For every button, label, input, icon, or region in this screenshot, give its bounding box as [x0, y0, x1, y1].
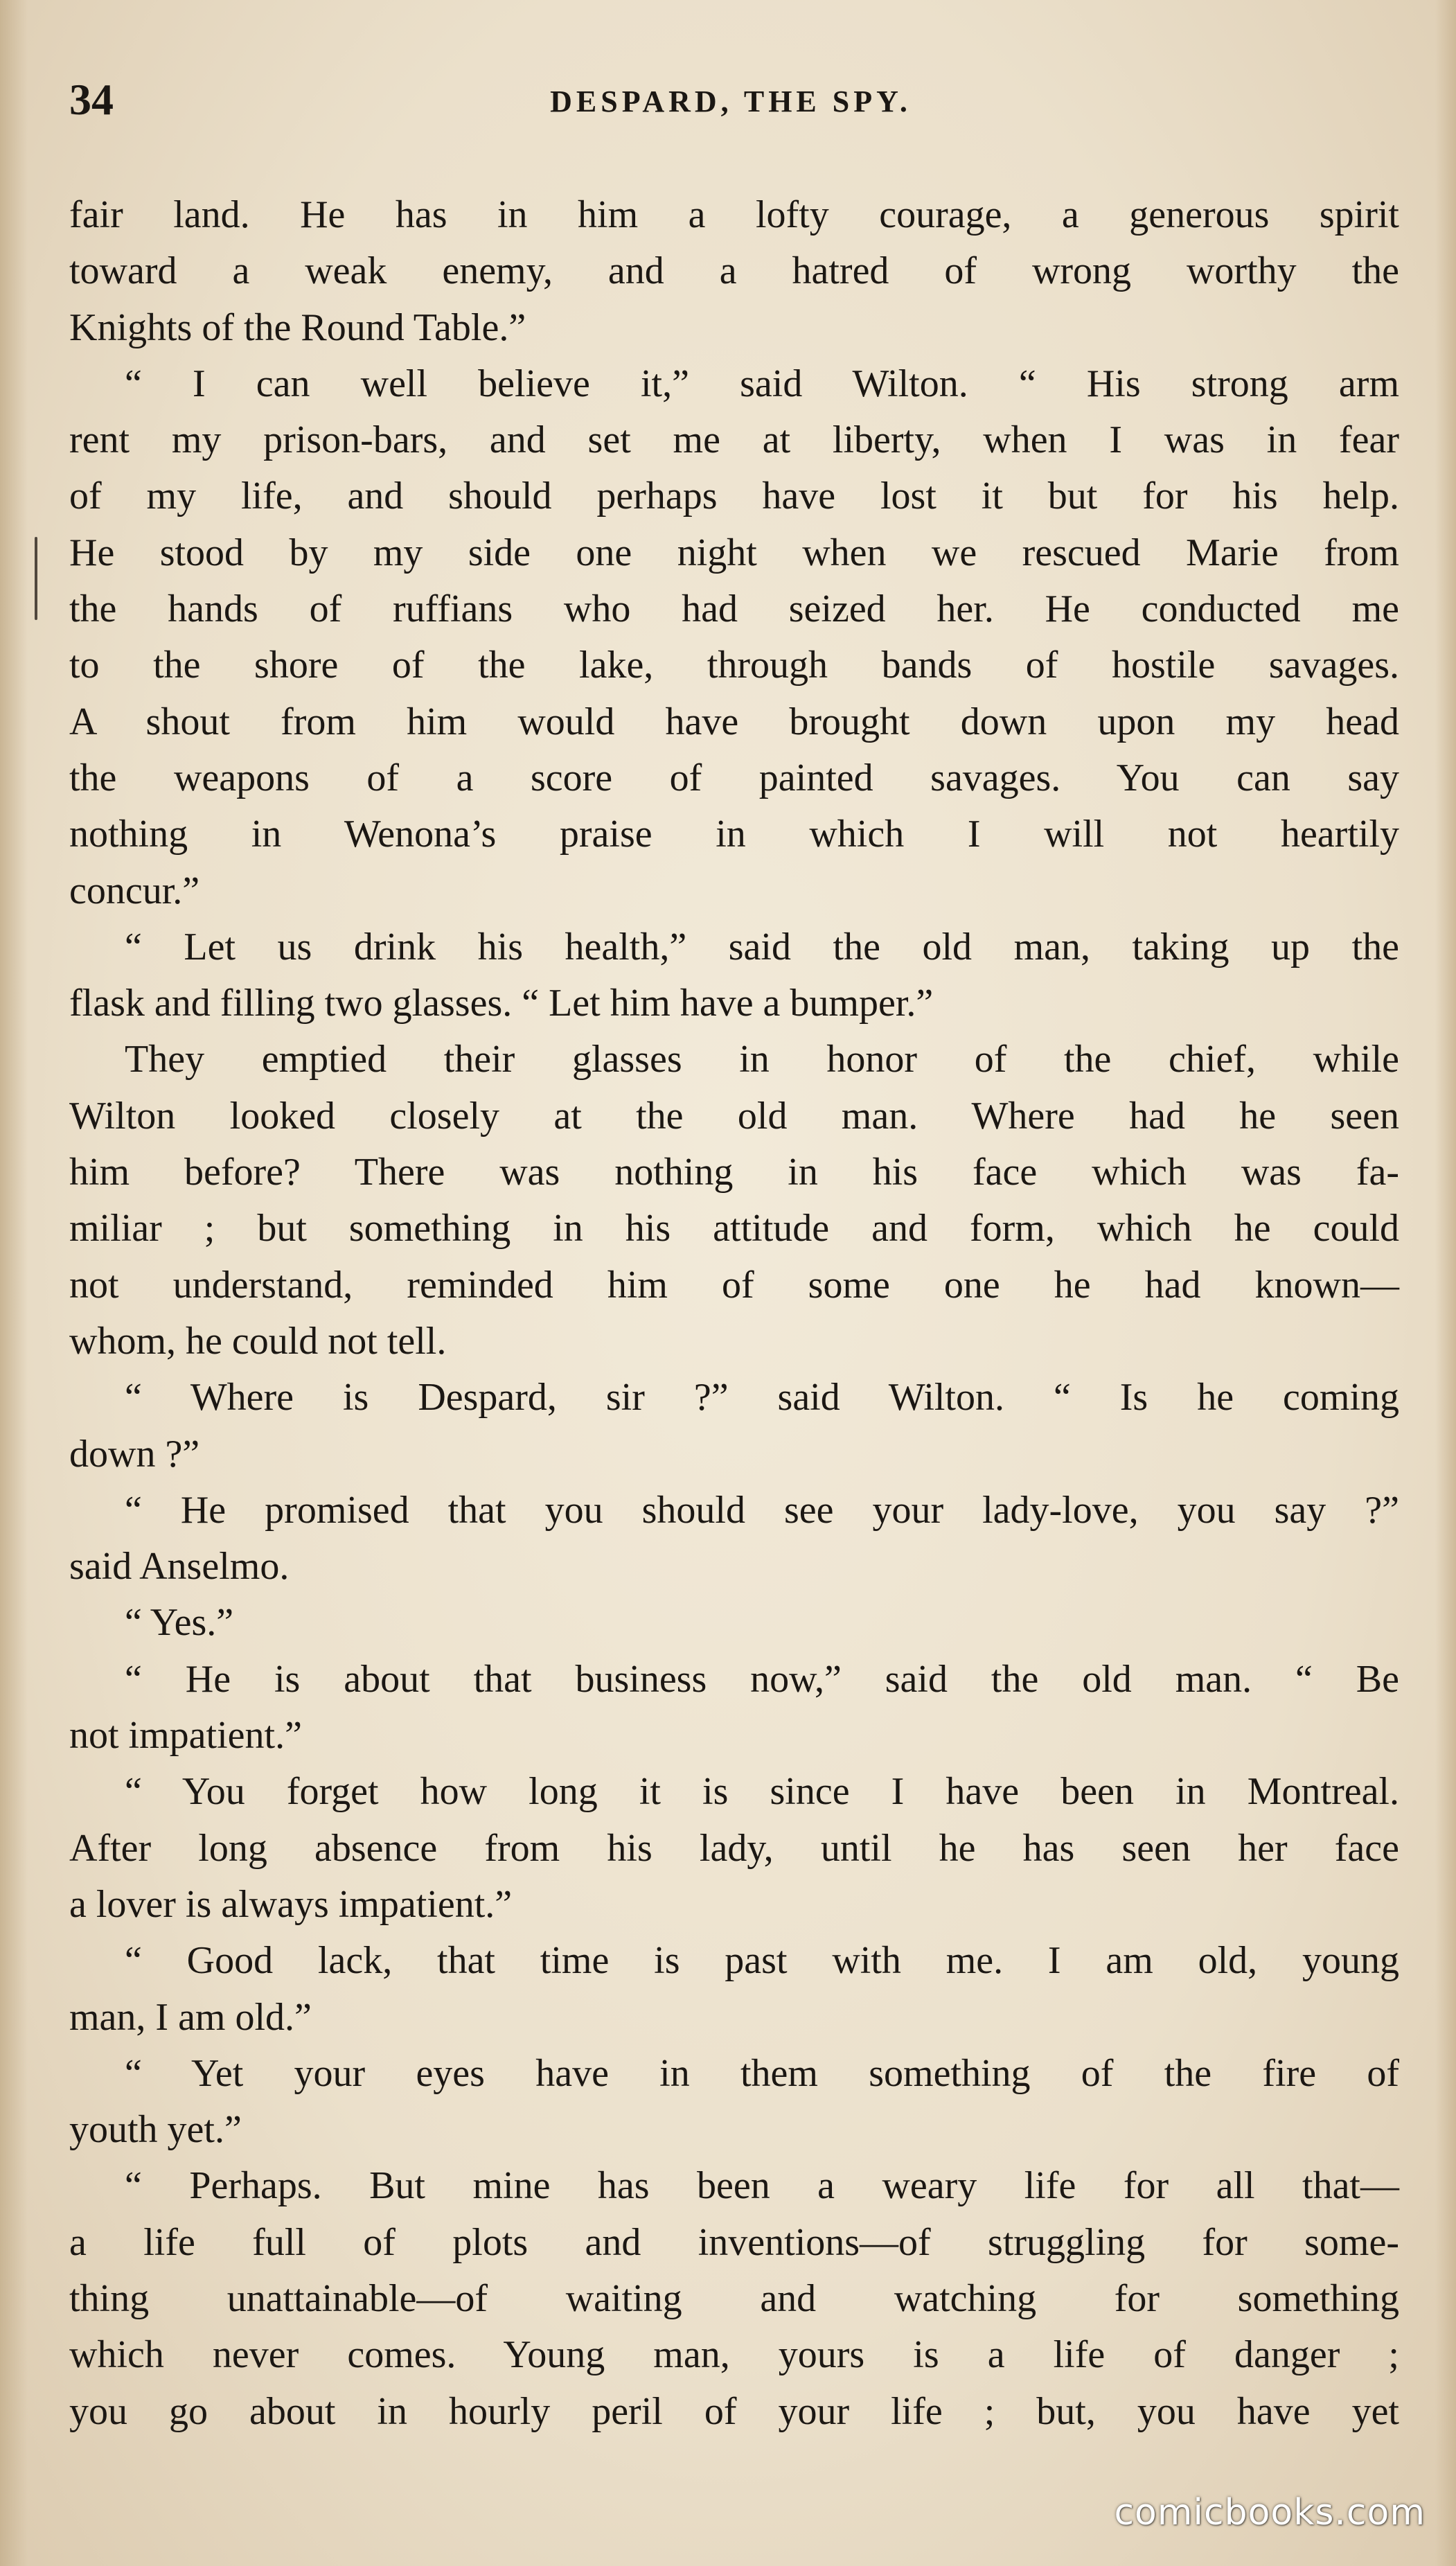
- page-edge-shadow-right: [1435, 0, 1456, 2566]
- text-line: concur.”: [69, 869, 200, 912]
- watermark-text: comicbooks.com: [1114, 2492, 1426, 2533]
- text-line: whom, he could not tell.: [69, 1319, 447, 1363]
- text-line: Knights of the Round Table.”: [69, 306, 526, 349]
- text-line: said Anselmo.: [69, 1545, 290, 1589]
- text-line: you go about in hourly peril of your life ; but, you have yet: [69, 2389, 1399, 2433]
- text-line: the weapons of a score of painted savages. You can say: [69, 756, 1399, 799]
- text-line: toward a weak enemy, and a hatred of wrong worthy the: [69, 249, 1399, 293]
- text-line: which never comes. Young man, yours is a life of danger ;: [69, 2333, 1399, 2377]
- page-edge-shadow-left: [0, 0, 28, 2566]
- text-line: fair land. He has in him a lofty courage, a generous spirit: [69, 193, 1399, 236]
- text-line: nothing in Wenona’s praise in which I will not heartily: [69, 813, 1399, 856]
- text-line: After long absence from his lady, until he has seen her face: [69, 1826, 1399, 1870]
- margin-pencil-mark: [35, 537, 37, 620]
- text-line: youth yet.”: [69, 2108, 242, 2152]
- text-line: “ Yet your eyes have in them something of the fire of: [125, 2051, 1399, 2095]
- text-line: down ?”: [69, 1432, 200, 1476]
- text-line: “ Perhaps. But mine has been a weary life for all that—: [125, 2164, 1399, 2208]
- text-line: They emptied their glasses in honor of the chief, while: [125, 1038, 1399, 1081]
- text-line: “ Where is Despard, sir ?” said Wilton. “ Is he coming: [125, 1376, 1399, 1419]
- text-line: “ Yes.”: [125, 1601, 234, 1645]
- text-line: of my life, and should perhaps have lost it but for his help.: [69, 475, 1399, 518]
- text-line: not understand, reminded him of some one he had known—: [69, 1263, 1399, 1307]
- text-line: thing unattainable—of waiting and watching for something: [69, 2276, 1399, 2320]
- text-line: He stood by my side one night when we rescued Marie from: [69, 531, 1399, 574]
- text-line: A shout from him would have brought down upon my head: [69, 700, 1399, 743]
- text-line: him before? There was nothing in his face which was fa-: [69, 1151, 1399, 1194]
- text-line: a lover is always impatient.”: [69, 1882, 513, 1926]
- text-line: to the shore of the lake, through bands of hostile savages.: [69, 644, 1399, 687]
- page-number: 34: [69, 75, 114, 124]
- running-head: DESPARD, THE SPY.: [550, 85, 912, 118]
- text-line: a life full of plots and inventions—of struggling for some-: [69, 2220, 1399, 2264]
- text-line: not impatient.”: [69, 1714, 302, 1758]
- text-line: miliar ; but something in his attitude and form, which he could: [69, 1207, 1399, 1250]
- body-text: [69, 187, 1399, 2440]
- text-line: rent my prison-bars, and set me at liberty, when I was in fear: [69, 418, 1399, 462]
- text-line: the hands of ruffians who had seized her. He conducted me: [69, 587, 1399, 631]
- text-line: “ You forget how long it is since I have been in Montreal.: [125, 1770, 1399, 1814]
- text-line: “ Let us drink his health,” said the old man, taking up the: [125, 925, 1399, 968]
- text-line: flask and filling two glasses. “ Let him have a bumper.”: [69, 982, 934, 1025]
- text-line: “ He is about that business now,” said the old man. “ Be: [125, 1657, 1399, 1701]
- text-line: “ I can well believe it,” said Wilton. “ His strong arm: [125, 362, 1399, 405]
- page-header: [69, 72, 1392, 127]
- text-line: man, I am old.”: [69, 1995, 312, 2039]
- text-line: Wilton looked closely at the old man. Where had he seen: [69, 1094, 1399, 1138]
- text-line: “ Good lack, that time is past with me. I am old, young: [125, 1939, 1399, 1983]
- text-line: “ He promised that you should see your lady-love, you say ?”: [125, 1488, 1399, 1532]
